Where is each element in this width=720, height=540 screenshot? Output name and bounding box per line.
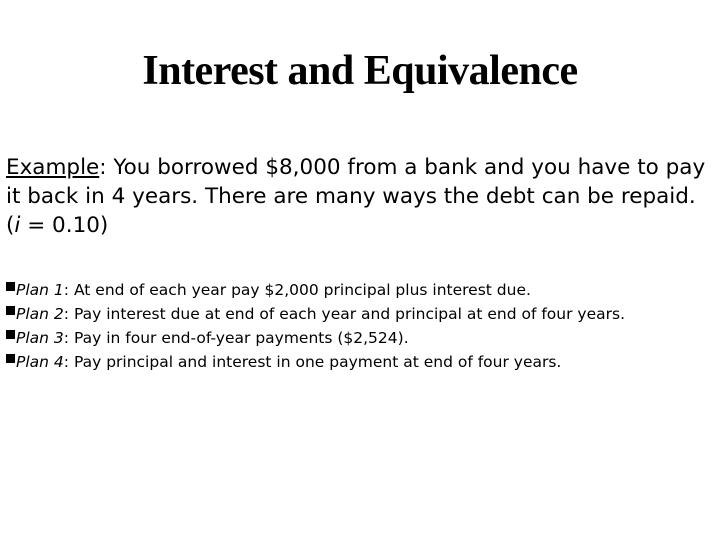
plan-name: Plan <box>16 353 49 371</box>
interest-rate-symbol: i <box>14 213 21 238</box>
plan-description: : Pay principal and interest in one payment at end of four years. <box>63 353 562 371</box>
plan-list <box>6 278 716 374</box>
plan-number: 4 <box>53 353 64 371</box>
square-bullet-icon <box>6 354 15 363</box>
interest-rate-value: = 0.10) <box>20 213 109 238</box>
plan-name: Plan <box>16 305 49 323</box>
square-bullet-icon <box>6 330 15 339</box>
plan-number: 3 <box>53 329 64 347</box>
plan-item-1 <box>6 278 716 302</box>
example-text: : You borrowed $8,000 from a bank and you have to pay it back in 4 years. There are many ways the debt can be repaid. ( <box>6 155 706 238</box>
plan-item-4 <box>6 350 716 374</box>
slide-title: Interest and Equivalence <box>142 48 578 94</box>
plan-name: Plan <box>16 281 49 299</box>
plan-item-3 <box>6 326 716 350</box>
plan-number: 2 <box>53 305 64 323</box>
example-paragraph <box>6 153 706 240</box>
plan-item-2 <box>6 302 716 326</box>
plan-description: : Pay interest due at end of each year and principal at end of four years. <box>63 305 625 323</box>
square-bullet-icon <box>6 306 15 315</box>
plan-description: : Pay in four end-of-year payments ($2,524). <box>63 329 409 347</box>
plan-name: Plan <box>16 329 49 347</box>
plan-description: : At end of each year pay $2,000 principal plus interest due. <box>63 281 531 299</box>
example-label: Example <box>6 155 100 180</box>
plan-number: 1 <box>53 281 64 299</box>
square-bullet-icon <box>6 282 15 291</box>
